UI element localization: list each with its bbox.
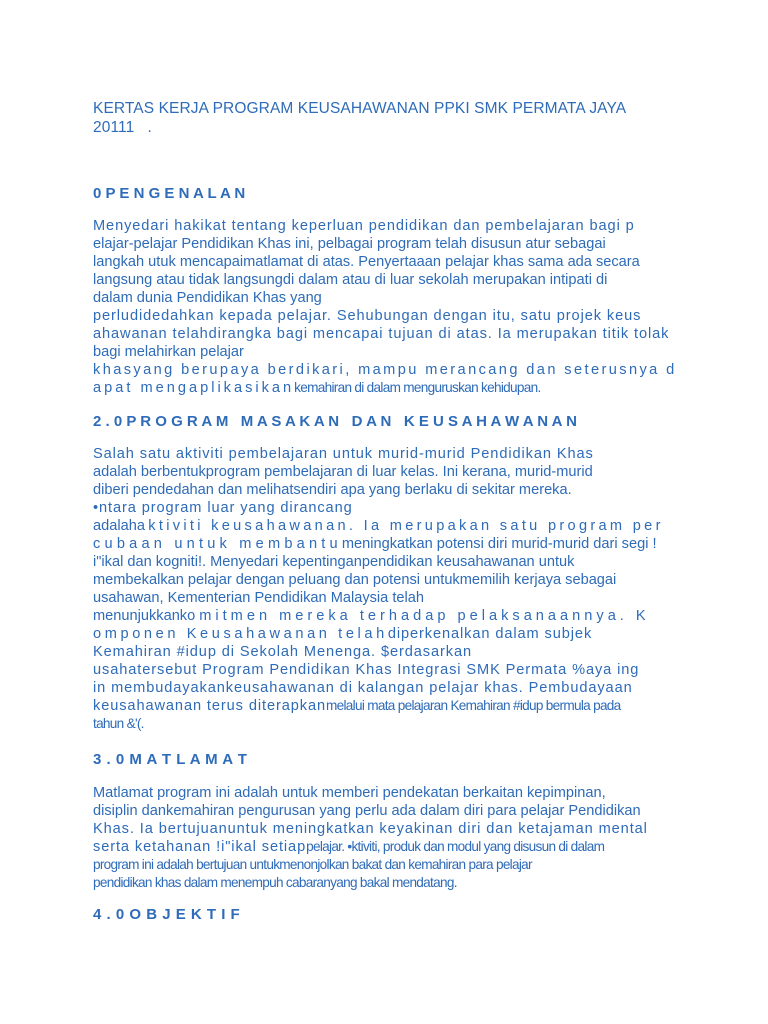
text-fragment: omitmen mereka terhadap pelaksanaannya. K [187,608,650,624]
text-fragment: pendidikan khas dalam menempuh cabaranyang bakal mendatang. [93,875,457,890]
text-line: khasyang berupaya berdikari, mampu merancang dan seterusnya d [93,362,677,378]
text-fragment: aktiviti keusahawanan. Ia merupakan satu program per [136,518,664,534]
text-line [93,874,693,892]
text-fragment: adalah [93,518,137,534]
heading-program: 2 . 0 P R O G R A M M A S A K A N D A N K E U S A H A W A N A N [93,413,577,430]
paragraph-program [93,445,693,733]
text-line: elajar-pelajar Pendidikan Khas ini, pelbagai program telah disusun atur sebagai [93,236,606,252]
text-fragment: meningkatkan potensi diri murid-murid dari segi ! [341,536,657,552]
text-line: membekalkan pelajar dengan peluang dan potensi untukmemilih kerjaya sebagai [93,572,617,588]
text-fragment: apat mengaplikasikan [93,380,295,396]
text-fragment: keusahawanan terus diterapkan [93,698,326,714]
title-line-2: 20111 . [93,119,152,136]
text-line [93,607,693,625]
title-line-1: KERTAS KERJA PROGRAM KEUSAHAWANAN PPKI SMK PERMATA JAYA [93,100,627,117]
text-line: adalah berbentukprogram pembelajaran di luar kelas. Ini kerana, murid-murid [93,464,593,480]
text-line: langkah utuk mencapaimatlamat di atas. Penyertaaan pelajar khas sama ada secara [93,254,640,270]
text-line: Kemahiran #idup di Sekolah Menenga. $erdasarkan [93,644,472,660]
text-line: tahun &'(. [93,716,144,731]
paragraph-matlamat [93,784,693,892]
text-line [93,379,693,397]
text-line: Salah satu aktiviti pembelajaran untuk murid-murid Pendidikan Khas [93,446,594,462]
text-line: langsung atau tidak langsungdi dalam atau di luar sekolah merupakan intipati di [93,272,608,288]
text-line [93,697,693,715]
text-fragment: melalui mata pelajaran Kemahiran #idup bermula pada [326,698,621,713]
text-line: Menyedari hakikat tentang keperluan pendidikan dan pembelajaran bagi p [93,218,635,234]
text-line: dalam dunia Pendidikan Khas yang [93,290,322,306]
text-fragment: kemahiran di dalam menguruskan kehidupan. [294,380,541,395]
text-line: Matlamat program ini adalah untuk memberi pendekatan berkaitan kepimpinan, [93,785,606,801]
text-line [93,535,693,553]
text-fragment: program ini adalah bertujuan untukmenonjolkan bakat dan kemahiran para pelajar [93,857,532,872]
text-line [93,625,693,643]
text-line: •ntara program luar yang dirancang [93,500,353,516]
text-line [93,856,693,874]
text-line: i"ikal dan kogniti!. Menyedari kepentinganpendidikan keusahawanan untuk [93,554,575,570]
text-fragment: diperkenalkan dalam subjek [387,626,593,642]
text-fragment: omponen Keusahawanan telah [93,626,388,642]
text-line: usahawan, Kementerian Pendidikan Malaysia telah [93,590,424,606]
text-line [93,517,693,535]
heading-pengenalan: 0 P E N G E N A L A N [93,185,246,202]
text-line: disiplin dankemahiran pengurusan yang perlu ada dalam diri para pelajar Pendidikan [93,803,641,819]
text-line: ahawanan telahdirangka bagi mencapai tujuan di atas. Ia merupakan titik tolak [93,326,670,342]
paragraph-pengenalan [93,217,693,397]
document-title [93,99,693,137]
heading-matlamat: 3 . 0 M A T L A M A T [93,751,248,768]
text-line: bagi melahirkan pelajar [93,344,244,360]
text-line: perludidedahkan kepada pelajar. Sehubungan dengan itu, satu projek keus [93,308,642,324]
text-fragment: cubaan untuk membantu [93,536,342,552]
text-line: Khas. Ia bertujuanuntuk meningkatkan keyakinan diri dan ketajaman mental [93,821,648,837]
text-line [93,838,693,856]
text-line: usahatersebut Program Pendidikan Khas Integrasi SMK Permata %aya ing [93,662,640,678]
text-fragment: pelajar. •ktiviti, produk dan modul yang disusun di dalam [306,839,605,854]
text-fragment: menunjukkank [93,608,188,624]
text-line: in membudayakankeusahawanan di kalangan pelajar khas. Pembudayaan [93,680,633,696]
text-fragment: serta ketahanan !i"ikal setiap [93,839,307,855]
text-line: diberi pendedahan dan melihatsendiri apa yang berlaku di sekitar mereka. [93,482,572,498]
heading-objektif: 4 . 0 O B J E K T I F [93,906,241,923]
